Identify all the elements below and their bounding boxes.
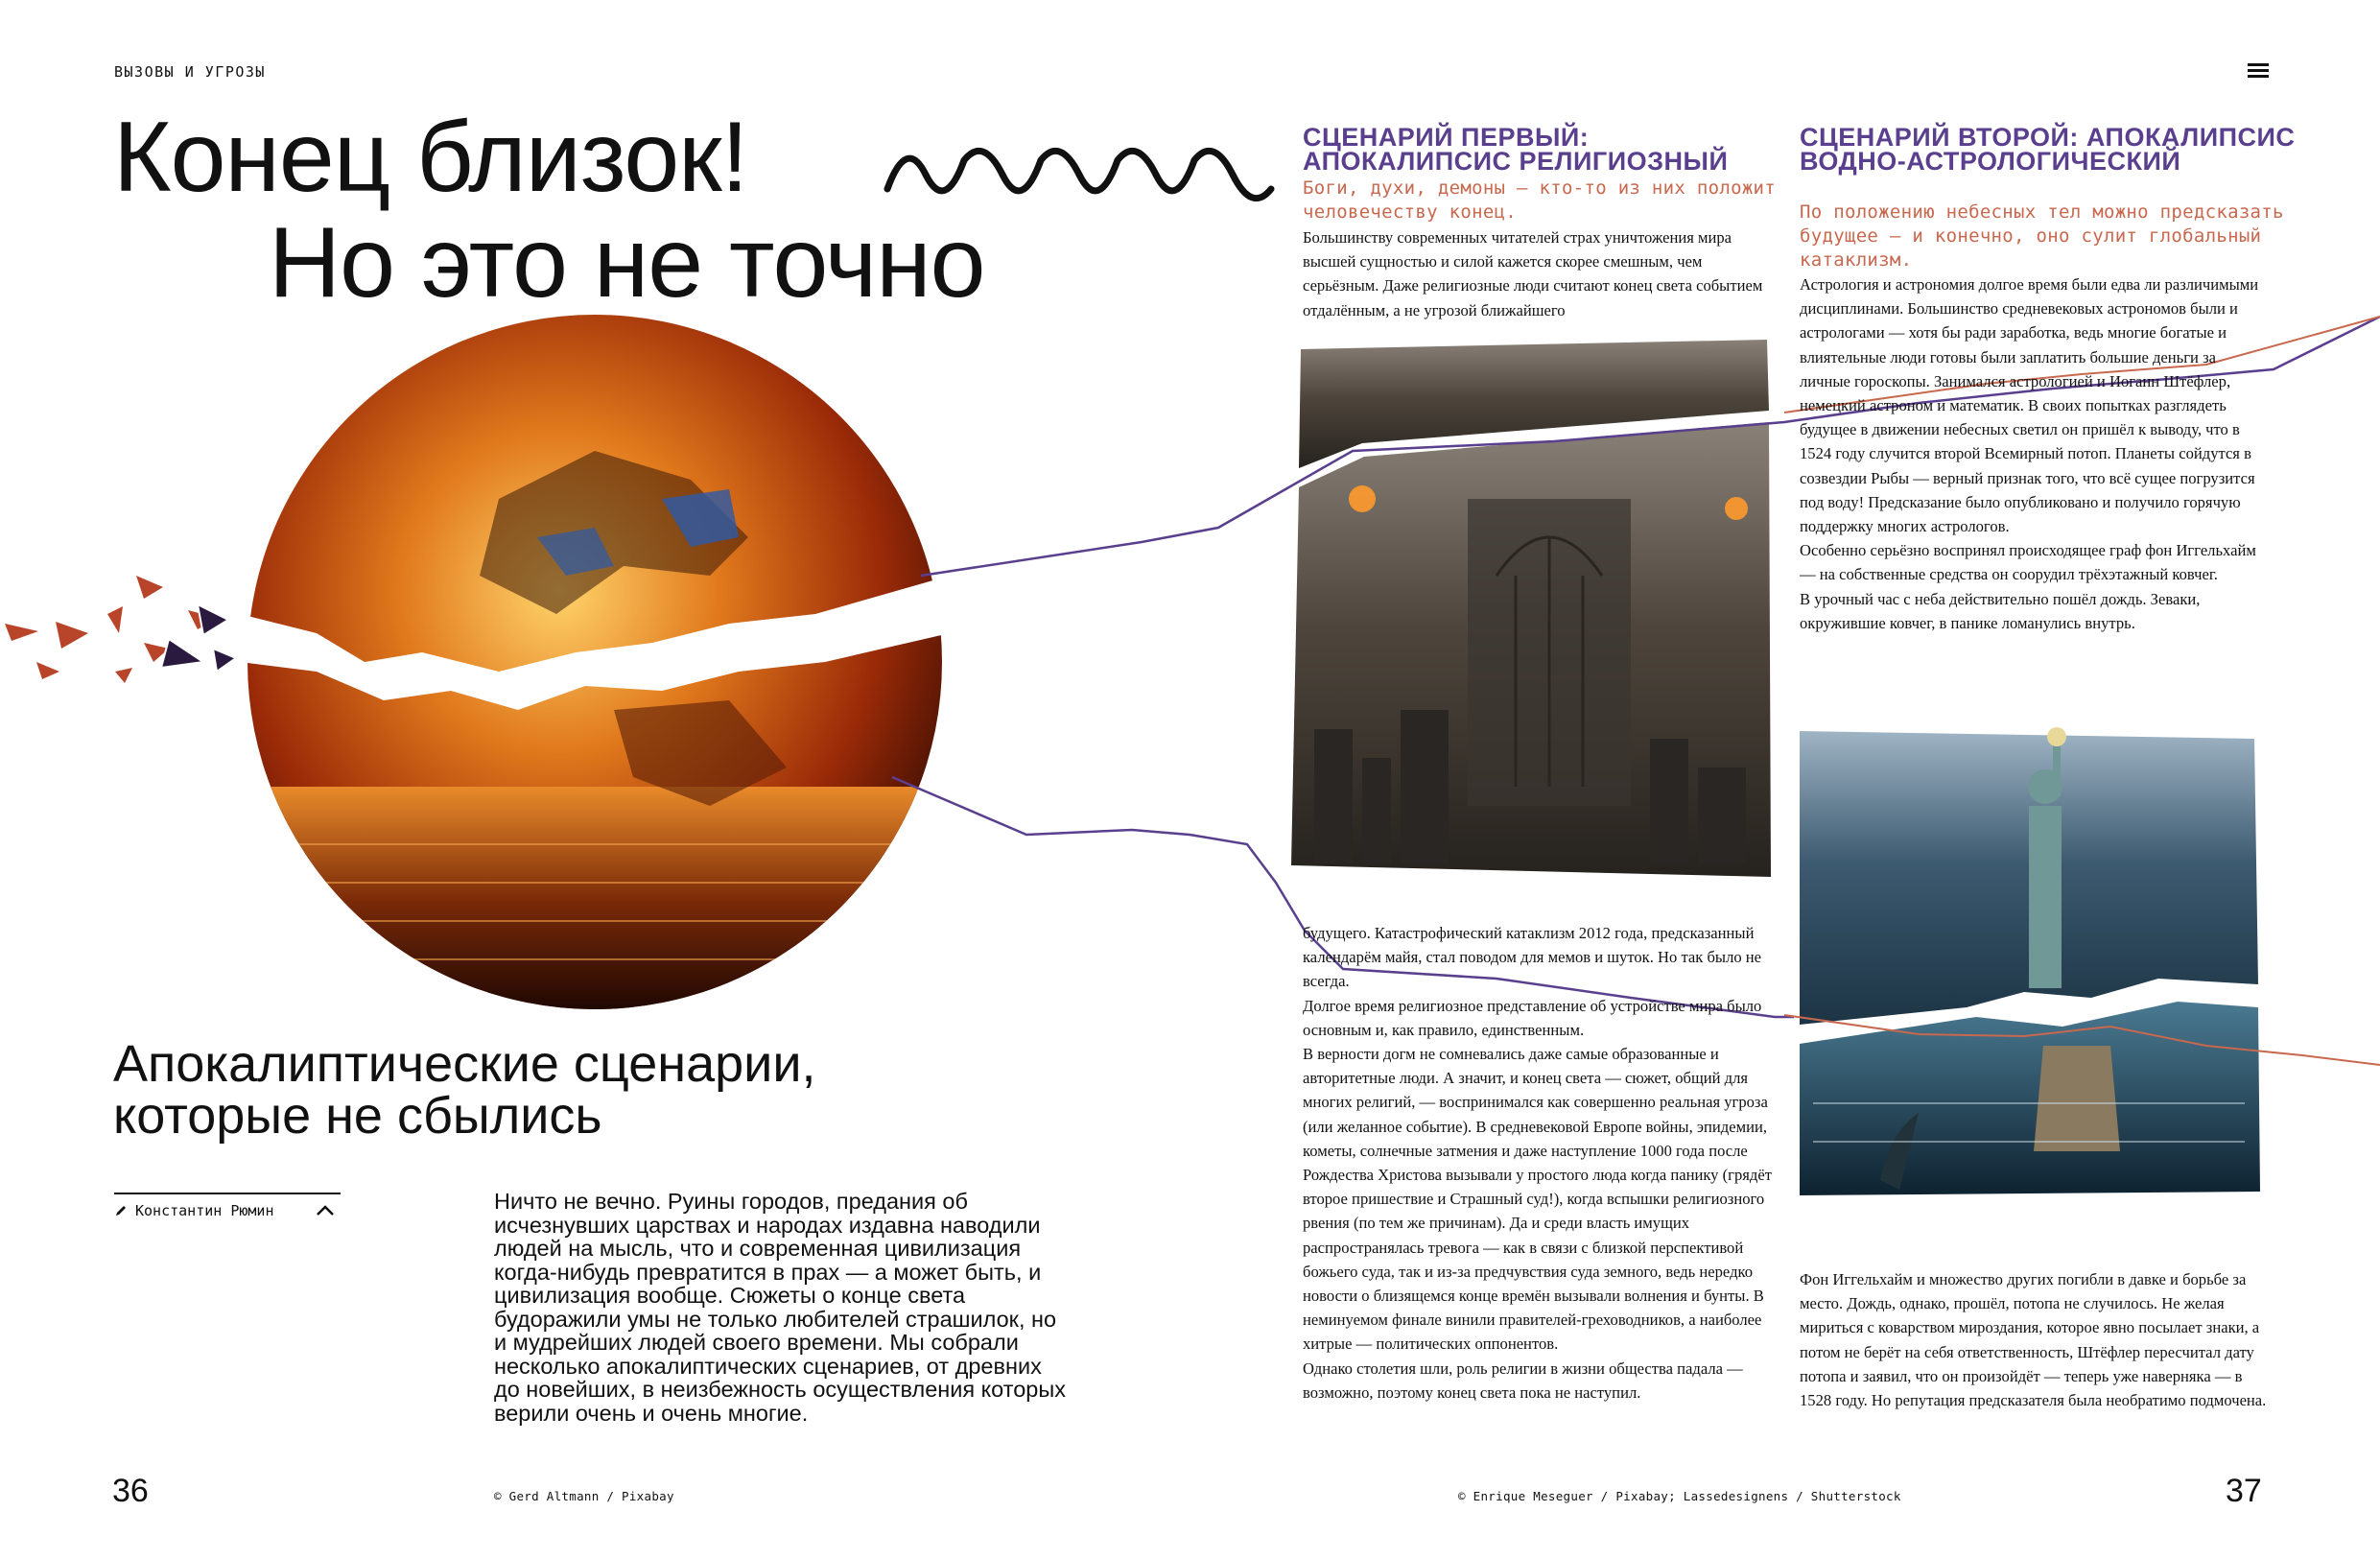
article-intro: Ничто не вечно. Руины городов, предания об исчезнувших царствах и народах издавна наводили людей на мысль, что и современная цивилизация когда-нибудь превратится в прах — а может быть, и цивилизация вообще. Сюжеты о конце света будоражили умы не только любителей страшилок, но и мудрейших людей своего времени. Мы собрали несколько апокалиптических сценариев, от древних до новейших, в неизбежность осуществления которых верили очень и очень многие. [494,1189,1067,1426]
author-divider [114,1193,341,1194]
scenario-2-heading: СЦЕНАРИЙ ВТОРОЙ: АПОКАЛИПСИС ВОДНО-АСТРОЛОГИЧЕСКИЙ [1800,123,2296,176]
paragraph: В верности догм не сомневались даже самые образованные и авторитетные люди. А значит, и конец света — сюжет, общий для многих религий, — воспринимался как совершенно реальная угроза (или желанное событие). В средневековой Европе войны, эпидемии, кометы, солнечные затмения и даже наступление 1000 года после Рождества Христова вызывали у простого люда когда панику (грядёт второе пришествие и Страшный суд!), когда вспышки религиозного рвения (по тем же причинам). Да и среди власть имущих распространялась тревога — как в связи с близкой перспективой божьего суда, так и из-за предчувствия суда земного, ведь нередко новости о близящемся конце времён вызывали волнения и бунты. В неминуемом финале винили правителей-греховодников, а наиболее хитрые — политических оппонентов. [1303,1045,1772,1354]
paragraph: Однако столетия шли, роль религии в жизни общества падала — возможно, поэтому конец света пока не наступил. [1303,1358,1743,1402]
author-byline [114,1202,336,1219]
wave-icon [883,136,1276,213]
scenario-1-heading: СЦЕНАРИЙ ПЕРВЫЙ: АПОКАЛИПСИС РЕЛИГИОЗНЫЙ [1303,123,1729,176]
scenario-1-lead: Боги, духи, демоны — кто-то из них положит человечеству конец. [1303,177,1777,224]
scenario-2-body-top [1800,272,2270,635]
page-number-left: 36 [112,1473,149,1509]
scenario-1-body-top: Большинству современных читателей страх уничтожения мира высшей сущностью и силой кажется скорее смешным, чем серьёзным. Даже религиозные люди считают конец света событием отдалённым, а не угрозой ближайшего [1303,228,1763,319]
scenario-1-body-bottom [1303,921,1773,1405]
page-title-line-2: Но это не точно [269,207,985,319]
paragraph: Долгое время религиозное представление об устройстве мира было основным и, как правило, единственным. [1303,996,1762,1039]
apocalypse-gates-image [1291,340,1771,877]
section-label: ВЫЗОВЫ И УГРОЗЫ [114,63,266,81]
hamburger-icon[interactable] [2248,63,2269,79]
paragraph: будущего. Катастрофический катаклизм 2012 года, предсказанный календарём майя, стал поводом для мемов и шуток. Но так было не всегда. [1303,924,1762,991]
photo-credit-left: © Gerd Altmann / Pixabay [494,1489,674,1503]
flooded-statue-image [1800,727,2260,1195]
scenario-2-lead: По положению небесных тел можно предсказать будущее — и конечно, оно сулит глобальный катаклизм. [1800,201,2284,272]
scenario-2-body-bottom: Фон Иггельхайм и множество других погибли в давке и борьбе за место. Дождь, однако, прошёл, потопа не случилось. Не желая мириться с коварством мироздания, которое явно посылает знаки, а потом не берёт на себя ответственность, Штёфлер пересчитал дату потопа и заявил, что он произойдёт — теперь уже наверняка — в 1528 году. Но репутация предсказателя была необратимо подмочена. [1800,1270,2267,1410]
paragraph: В урочный час с неба действительно пошёл дождь. Зеваки, окружившие ковчег, в панике ломанулись внутрь. [1800,589,2201,632]
burning-globe-image [5,307,950,1017]
chevron-up-icon[interactable] [315,1204,336,1217]
paragraph: Астрология и астрономия долгое время были едва ли различимыми дисциплинами. Большинство средневековых астрономов были и астрологами — хотя бы ради заработка, ведь многие богатые и влиятельные люди готовы были заплатить большие деньги за личные гороскопы. Занимался астрологией и Иоганн Штёфлер, немецкий астроном и математик. В своих попытках разглядеть будущее в движении небесных светил он пришёл к выводу, что в 1524 году случится второй Всемирный потоп. Планеты сойдутся в созвездии Рыбы — верный признак того, что всё сущее погрузится под воду! Предсказание было опубликовано и получило горячую поддержку многих астрологов. [1800,275,2259,536]
pencil-icon [114,1204,128,1217]
author-name: Константин Рюмин [135,1202,274,1219]
page-number-right: 37 [2226,1473,2262,1509]
paragraph: Особенно серьёзно воспринял происходящее граф фон Иггельхайм — на собственные средства он соорудил трёхэтажный ковчег. [1800,541,2256,584]
article-subtitle: Апокалиптические сценарии, которые не сбылись [113,1035,816,1145]
photo-credit-right: © Enrique Meseguer / Pixabay; Lassedesignens / Shutterstock [1458,1489,1901,1503]
page-title-line-1: Конец близок! [113,102,748,213]
